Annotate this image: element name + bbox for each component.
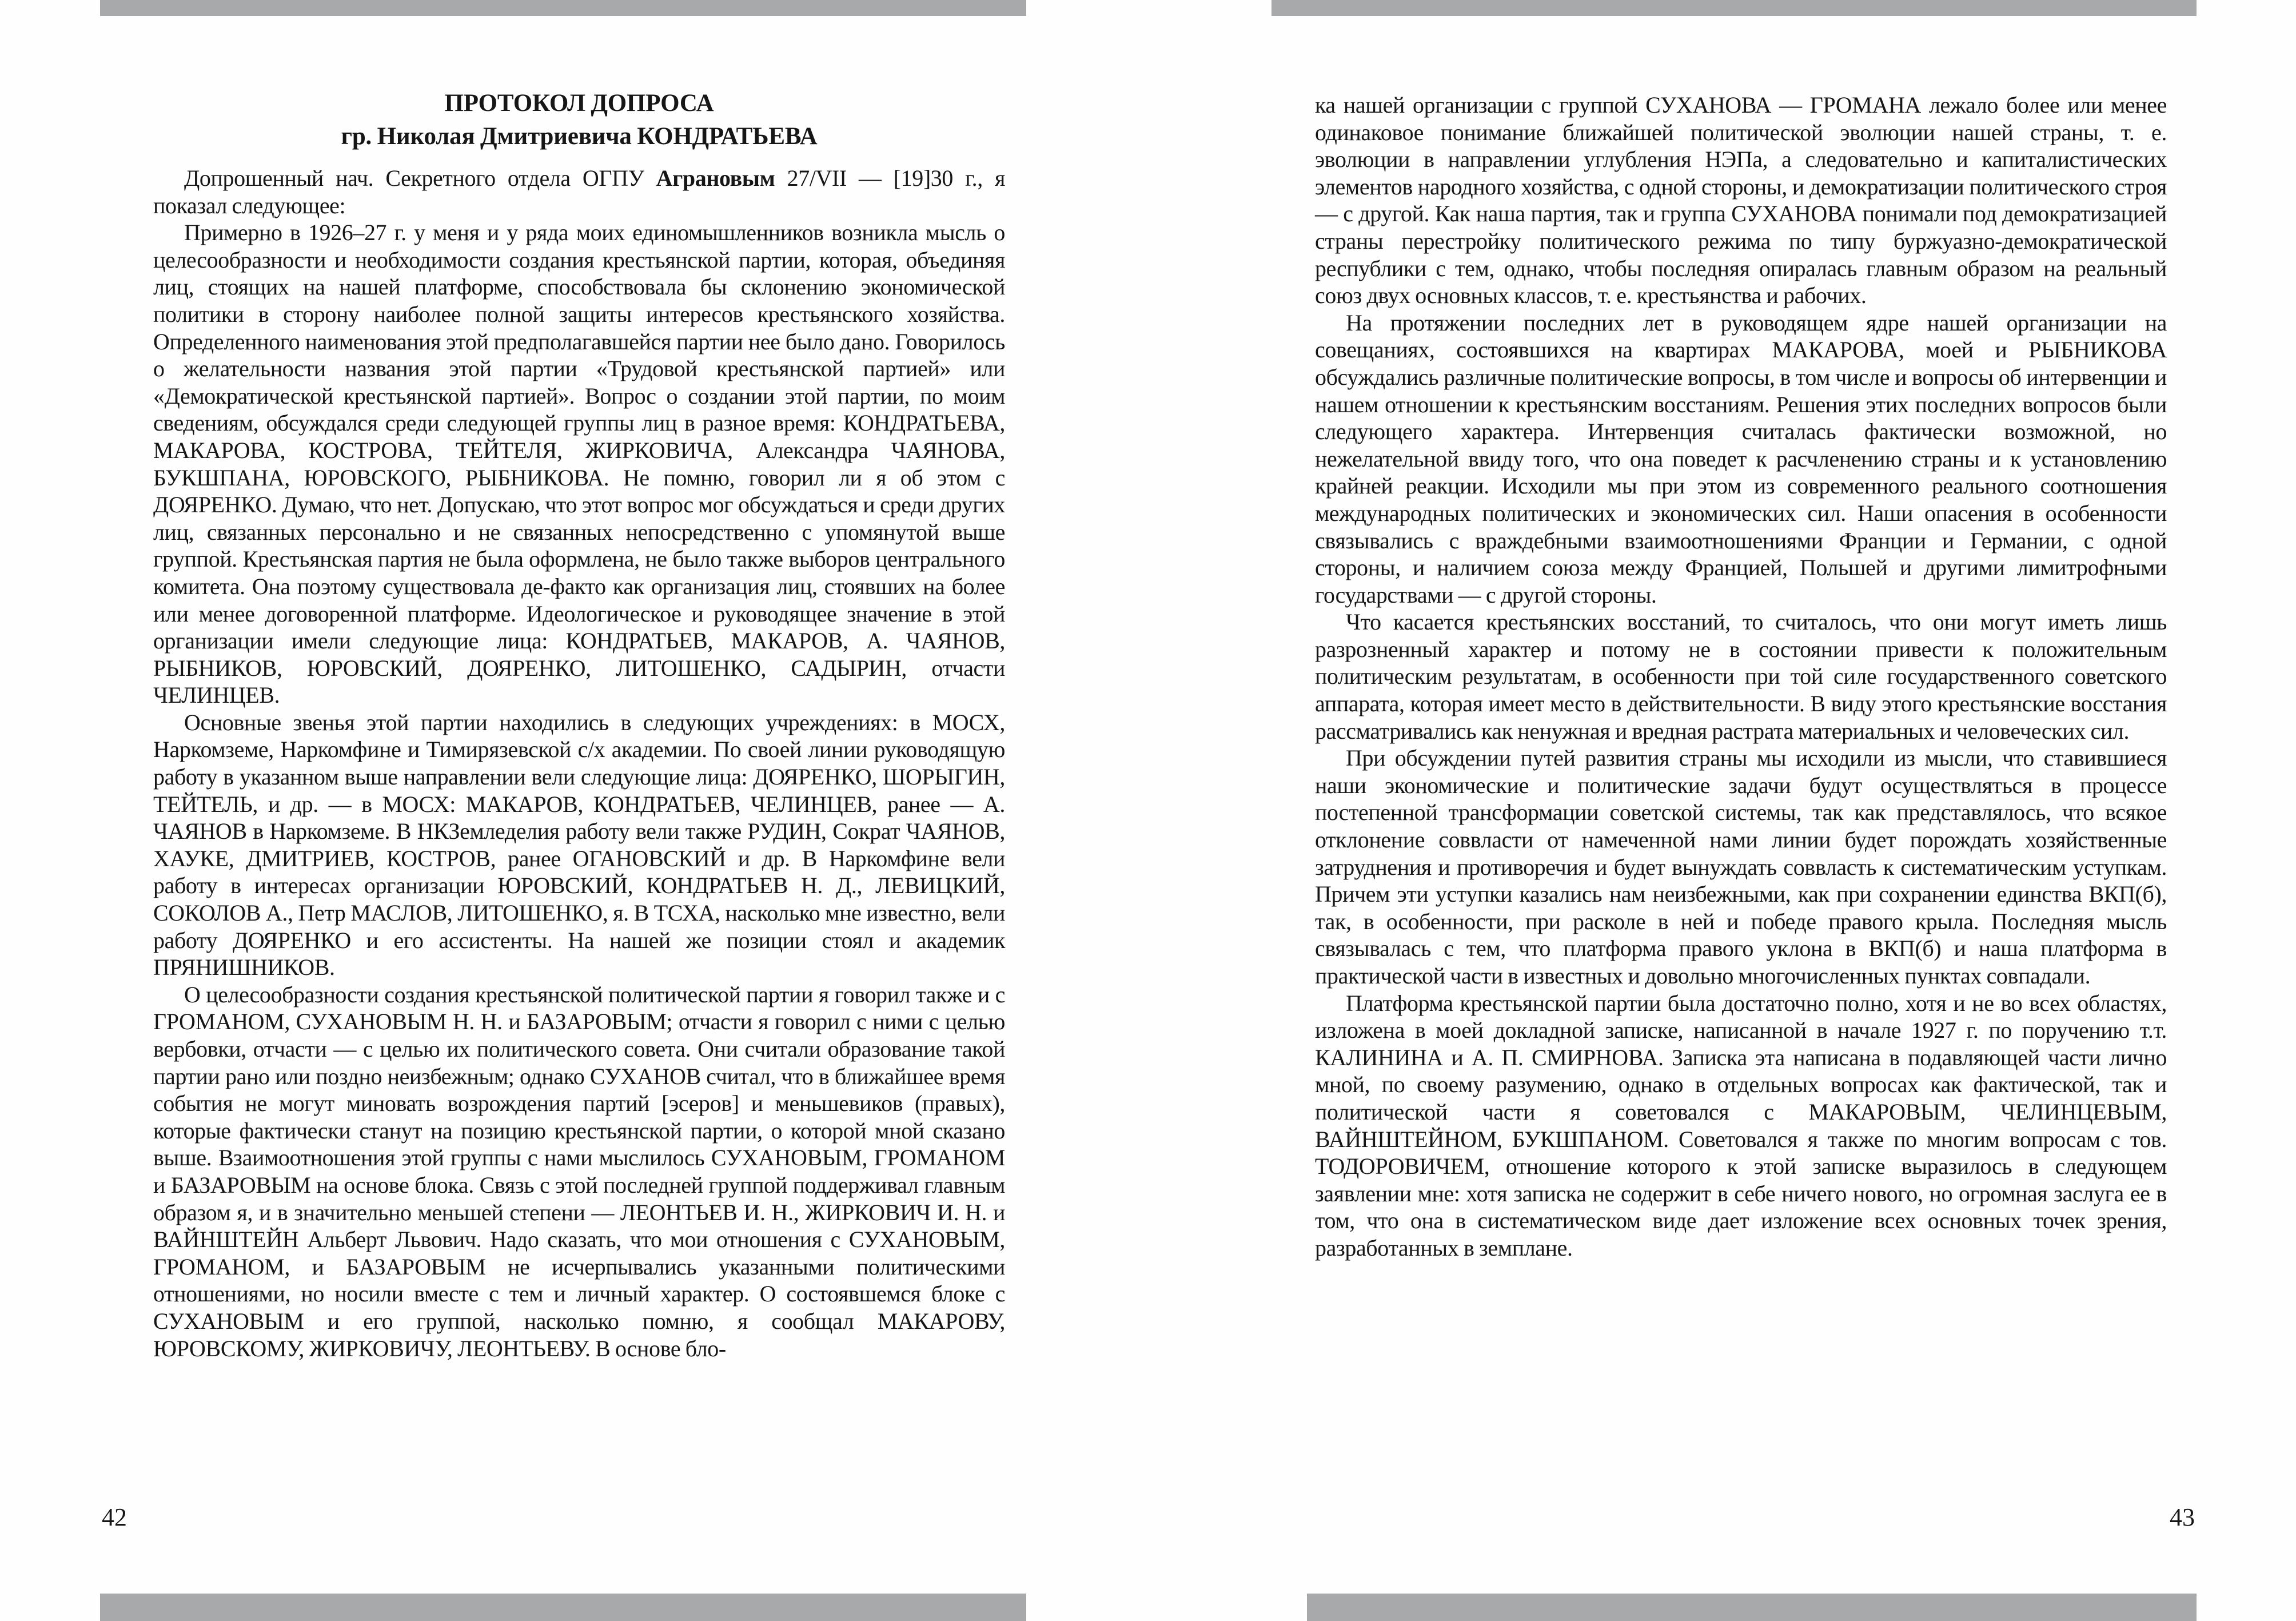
page-right [1315, 91, 2167, 1262]
paragraph-party-links: Основные звенья этой партии находились в следующих учреждениях: в МОСХ, Наркомземе, Наркомфине и Тимирязевской с/х академии. По своей линии руководящую работу в указанном выше направлении вели следующие лица: ДОЯРЕНКО, ШОРЫГИН, ТЕЙТЕЛЬ, и др. — в МОСХ: МАКАРОВ, КОНДРАТЬЕВ, ЧЕЛИНЦЕВ, ранее — А. ЧАЯНОВ в Наркомземе. В НКЗемледелия работу вели также РУДИН, Сократ ЧАЯНОВ, ХАУКЕ, ДМИТРИЕВ, КОСТРОВ, ранее ОГАНОВСКИЙ и др. В Наркомфине вели работу в интересах организации ЮРОВСКИЙ, КОНДРАТЬЕВ Н. Д., ЛЕВИЦКИЙ, СОКОЛОВ А., Петр МАСЛОВ, ЛИТОШЕНКО, я. В ТСХА, насколько мне известно, вели работу ДОЯРЕНКО и его ассистенты. На нашей же позиции стоял и академик ПРЯНИШНИКОВ. [153, 709, 1005, 981]
paragraph-meetings: На протяжении последних лет в руководящем ядре нашей организации на совещаниях, состоявшихся на квартирах МАКАРОВА, моей и РЫБНИКОВА обсуждались различные политические вопросы, в том числе и вопросы об интервенции и нашем отношении к крестьянским восстаниям. Решения этих последних вопросов были следующего характера. Интервенция считалась фактически возможной, но нежелательной ввиду того, что она поведет к расчленению страны и к установлению крайней реакции. Исходили мы при этом из современного реального соотношения международных политических и экономических сил. Наши опасения в особенности связывались с враждебными взаимоотношениями Франции и Германии, с одной стороны, и наличием союза между Францией, Польшей и другими лимитрофными государствами — с другой стороны. [1315, 309, 2167, 608]
page-left [153, 87, 1005, 1362]
page-number-left: 42 [102, 1503, 127, 1531]
title-line-2: гр. Николая Дмитриевича КОНДРАТЬЕВА [341, 123, 818, 150]
title-line-1: ПРОТОКОЛ ДОПРОСА [444, 90, 714, 117]
scan-mark-bottom-right [1307, 1594, 2197, 1621]
intro-text-before: Допрошенный нач. Секретного отдела ОГПУ [184, 165, 656, 191]
interrogator-name: Аграновым [656, 165, 775, 191]
intro-text-after: 27/VII — [19]30 г., я показал следующее: [153, 165, 1005, 218]
paragraph-party-history: Примерно в 1926–27 г. у меня и у ряда моих единомышленников возникла мысль о целесообразности и необходимости создания крестьянской партии, которая, объединяя лиц, стоящих на нашей платформе, способствовала бы склонению экономической политики в сторону наиболее полной защиты интересов крестьянского хозяйства. Определенного наименования этой предполагавшейся партии нее было дано. Говорилось о желательности названия этой партии «Трудовой крестьянской партией» или «Демократической крестьянской партией». Вопрос о создании этой партии, по моим сведениям, обсуждался среди следующей группы лиц в разное время: КОНДРАТЬЕВА, МАКАРОВА, КОСТРОВА, ТЕЙТЕЛЯ, ЖИРКОВИЧА, Александра ЧАЯНОВА, БУКШПАНА, ЮРОВСКОГО, РЫБНИКОВА. Не помню, говорил ли я об этом с ДОЯРЕНКО. Думаю, что нет. Допускаю, что этот вопрос мог обсуждаться и среди других лиц, связанных персонально и не связанных непосредственно с упомянутой выше группой. Крестьянская партия не была оформлена, не было также выборов центрального комитета. Она поэтому существовала де-факто как организация лиц, стоявших на более или менее договоренной платформе. Идеологическое и руководящее значение в этой организации имели следующие лица: КОНДРАТЬЕВ, МАКАРОВ, А. ЧАЯНОВ, РЫБНИКОВ, ЮРОВСКИЙ, ДОЯРЕНКО, ЛИТОШЕНКО, САДЫРИН, отчасти ЧЕЛИНЦЕВ. [153, 220, 1005, 708]
paragraph-political-talks: О целесообразности создания крестьянской политической партии я говорил также и с ГРОМАНОМ, СУХАНОВЫМ Н. Н. и БАЗАРОВЫМ; отчасти я говорил с ними с целью вербовки, отчасти — с целью их политического совета. Они считали образование такой партии рано или поздно неизбежным; однако СУХАНОВ считал, что в ближайшее время события не могут миновать возрождения партий [эсеров] и меньшевиков (правых), которые фактически станут на позицию крестьянской партии, о которой мной сказано выше. Взаимоотношения этой группы с нами мыслилось СУХАНОВЫМ, ГРОМАНОМ и БАЗАРОВЫМ на основе блока. Связь с этой последней группой поддерживал главным образом я, и в значительно меньшей степени — ЛЕОНТЬЕВ И. Н., ЖИРКОВИЧ И. Н. и ВАЙНШТЕЙН Альберт Львович. Надо сказать, что мои отношения с СУХАНОВЫМ, ГРОМАНОМ, и БАЗАРОВЫМ не исчерпывались указанными политическими отношениями, но носили вместе с тем и личный характер. О состоявшемся блоке с СУХАНОВЫМ и его группой, насколько помню, я сообщал МАКАРОВУ, ЮРОВСКОМУ, ЖИРКОВИЧУ, ЛЕОНТЬЕВУ. В основе бло- [153, 981, 1005, 1361]
paragraph-intro [153, 165, 1005, 219]
scan-mark-top-left [100, 0, 1026, 16]
page-number-right: 43 [2170, 1503, 2195, 1531]
paragraph-block-basis: ка нашей организации с группой СУХАНОВА — ГРОМАНА лежало более или менее одинаковое понимание ближайшей политической эволюции нашей страны, т. е. эволюции в направлении углубления НЭПа, а следовательно и капиталистических элементов народного хозяйства, с одной стороны, и демократизации политического строя — с другой. Как наша партия, так и группа СУХАНОВА понимали под демократизацией страны перестройку политического режима по типу буржуазно-демократической республики с тем, однако, чтобы последняя опиралась главным образом на реальный союз двух основных классов, т. е. крестьянства и рабочих. [1315, 92, 2167, 309]
paragraph-party-platform: Платформа крестьянской партии была достаточно полно, хотя и не во всех областях, изложена в моей докладной записке, написанной в начале 1927 г. по поручению т.т. КАЛИНИНА и А. П. СМИРНОВА. Записка эта написана в подавляющей части лично мной, по своему разумению, однако в отдельных вопросах как фактической, так и политической части я советовался с МАКАРОВЫМ, ЧЕЛИНЦЕВЫМ, ВАЙНШТЕЙНОМ, БУКШПАНОМ. Советовался я также по многим вопросам с тов. ТОДОРОВИЧЕМ, отношение которого к этой записке выразилось в следующем заявлении мне: хотя записка не содержит в себе ничего нового, но огромная заслуга ее в том, что она в систематическом виде дает изложение всех основных точек зрения, разработанных в земплане. [1315, 990, 2167, 1261]
document-title [153, 87, 1005, 153]
scan-mark-bottom-left [100, 1594, 1026, 1621]
paragraph-development-paths: При обсуждении путей развития страны мы исходили из мысли, что ставившиеся наши экономические и политические задачи будут осуществляться в процессе постепенной трансформации советской системы, так как представлялось, что всякое отклонение соввласти от намеченной нами линии будет порождать хозяйственные затруднения и противоречия и будет вынуждать соввласть к систематическим уступкам. Причем эти уступки казались нам неизбежными, как при сохранении единства ВКП(б), так, в особенности, при расколе в ней и победе правого крыла. Последняя мысль связывалась с тем, что платформа правого уклона в ВКП(б) и наша платформа в практической части в известных и довольно многочисленных пунктах совпадали. [1315, 745, 2167, 989]
paragraph-peasant-uprisings: Что касается крестьянских восстаний, то считалось, что они могут иметь лишь разрозненный характер и потому не в состоянии привести к положительным политическим результатам, в особенности при той силе государственного советского аппарата, которая имеет место в действительности. В виду этого крестьянские восстания рассматривались как ненужная и вредная растрата материальных и человеческих сил. [1315, 609, 2167, 744]
scan-mark-top-right [1271, 0, 2197, 16]
